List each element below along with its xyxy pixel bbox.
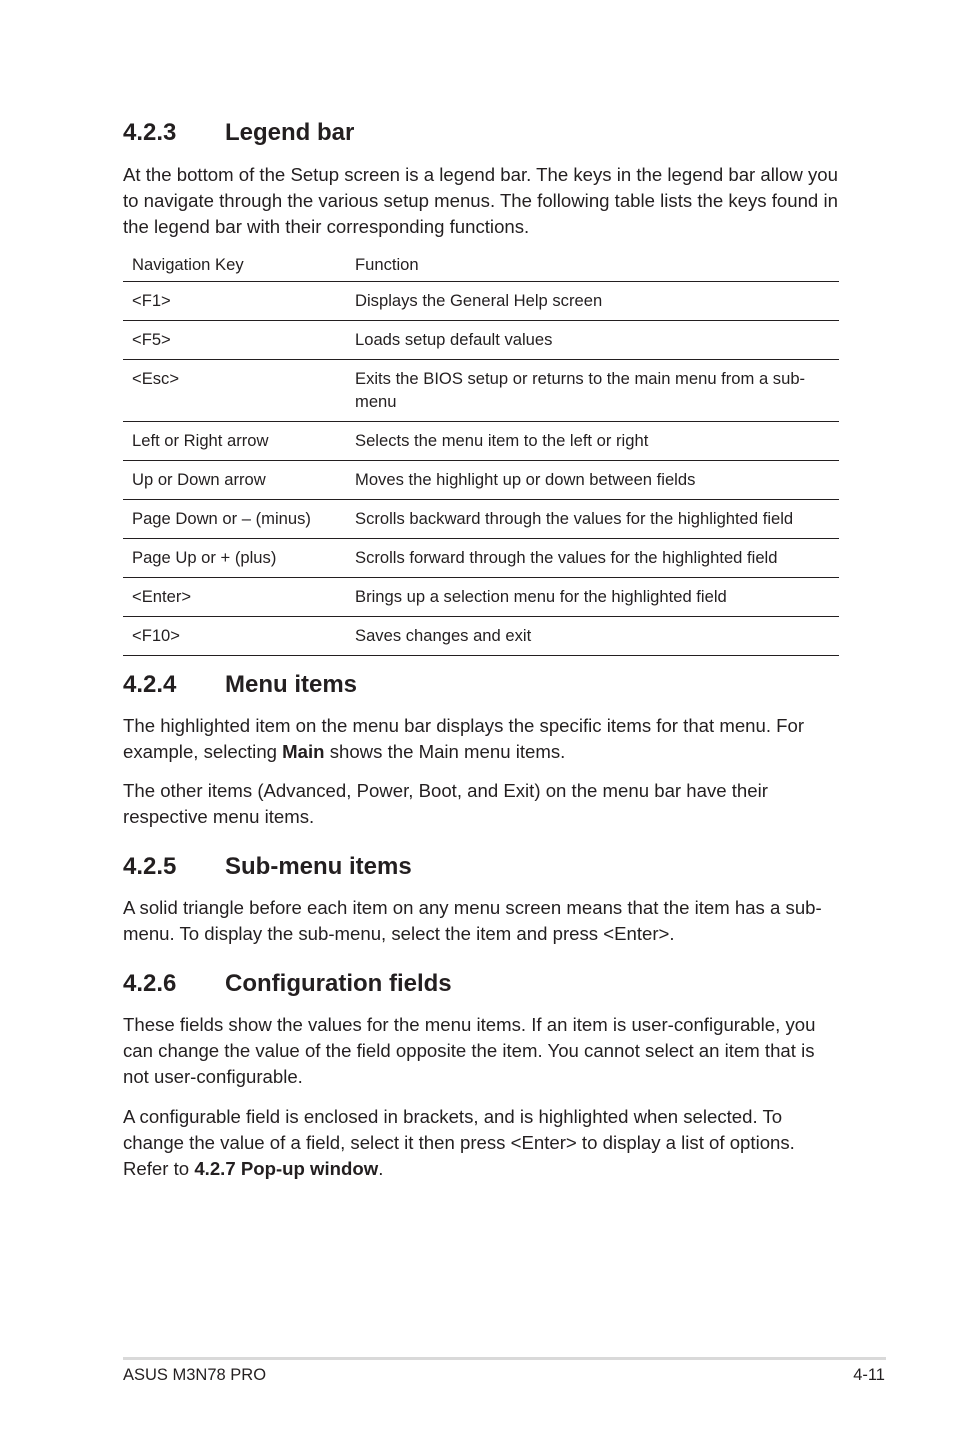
navigation-key-cell: Page Down or – (minus) bbox=[123, 500, 346, 539]
footer-page-number: 4-11 bbox=[853, 1366, 885, 1384]
table-row bbox=[123, 461, 839, 500]
function-cell: Scrolls forward through the values for the highlighted field bbox=[346, 539, 839, 578]
table-row bbox=[123, 282, 839, 321]
function-cell: Loads setup default values bbox=[346, 321, 839, 360]
function-cell: Displays the General Help screen bbox=[346, 282, 839, 321]
section-heading-4-2-3 bbox=[123, 118, 839, 148]
text-run: A configurable field is enclosed in brackets, and is highlighted when selected. To change the value of a field, select it then press <Enter> to display a list of options. Refer to bbox=[123, 1106, 795, 1179]
section-number: 4.2.5 bbox=[123, 853, 177, 880]
navigation-key-cell: <Enter> bbox=[123, 578, 346, 617]
table-row bbox=[123, 321, 839, 360]
menu-items-paragraph-1 bbox=[123, 713, 839, 765]
navigation-key-cell: <F10> bbox=[123, 617, 346, 656]
configuration-paragraph-1: These fields show the values for the menu items. If an item is user-configurable, you can change the value of the field opposite the item. You cannot select an item that is not user-configurable. bbox=[123, 1014, 816, 1087]
navigation-key-cell: Left or Right arrow bbox=[123, 422, 346, 461]
bold-term-main: Main bbox=[282, 741, 325, 762]
header-function: Function bbox=[355, 255, 419, 274]
page-content bbox=[123, 118, 839, 1182]
header-navigation-key: Navigation Key bbox=[132, 255, 244, 274]
navigation-key-cell: <F1> bbox=[123, 282, 346, 321]
footer-divider bbox=[123, 1357, 886, 1360]
menu-items-paragraph-2: The other items (Advanced, Power, Boot, and Exit) on the menu bar have their respective menu items. bbox=[123, 780, 768, 827]
section-heading-4-2-4 bbox=[123, 670, 839, 700]
table-row bbox=[123, 500, 839, 539]
function-cell: Saves changes and exit bbox=[346, 617, 839, 656]
bold-reference-popup-window: 4.2.7 Pop-up window bbox=[194, 1158, 379, 1179]
navigation-key-cell: Page Up or + (plus) bbox=[123, 539, 346, 578]
section-number: 4.2.4 bbox=[123, 671, 177, 698]
text-run: The highlighted item on the menu bar displays the specific items for that menu. For example, selecting bbox=[123, 715, 805, 762]
section-heading-4-2-6 bbox=[123, 969, 839, 999]
table-header-row bbox=[123, 251, 839, 282]
configuration-paragraph-2 bbox=[123, 1104, 839, 1182]
section-title: Configuration fields bbox=[225, 970, 452, 997]
section-title: Sub-menu items bbox=[225, 853, 412, 880]
table-row bbox=[123, 617, 839, 656]
navigation-key-cell: Up or Down arrow bbox=[123, 461, 346, 500]
function-cell: Brings up a selection menu for the highlighted field bbox=[346, 578, 839, 617]
table-row bbox=[123, 360, 839, 422]
table-row bbox=[123, 422, 839, 461]
section-title: Menu items bbox=[225, 671, 358, 698]
footer-product-name: ASUS M3N78 PRO bbox=[123, 1366, 267, 1384]
section-number: 4.2.3 bbox=[123, 119, 177, 146]
legend-bar-paragraph: At the bottom of the Setup screen is a legend bar. The keys in the legend bar allow you to navigate through the various setup menus. The following table lists the keys found in the legend bar with their corresponding functions. bbox=[123, 164, 838, 237]
section-title: Legend bar bbox=[225, 119, 355, 146]
section-heading-4-2-5 bbox=[123, 852, 839, 882]
table-row bbox=[123, 539, 839, 578]
function-cell: Scrolls backward through the values for the highlighted field bbox=[346, 500, 839, 539]
navigation-key-cell: <F5> bbox=[123, 321, 346, 360]
text-run: shows the Main menu items. bbox=[324, 741, 566, 762]
sub-menu-paragraph: A solid triangle before each item on any menu screen means that the item has a sub-menu. To display the sub-menu, select the item and press <Enter>. bbox=[123, 897, 822, 944]
function-cell: Selects the menu item to the left or right bbox=[346, 422, 839, 461]
table-row bbox=[123, 578, 839, 617]
function-cell: Exits the BIOS setup or returns to the main menu from a sub-menu bbox=[346, 360, 839, 422]
legend-keys-table bbox=[123, 251, 839, 656]
function-cell: Moves the highlight up or down between fields bbox=[346, 461, 839, 500]
text-run: . bbox=[378, 1158, 384, 1179]
section-number: 4.2.6 bbox=[123, 970, 177, 997]
navigation-key-cell: <Esc> bbox=[123, 360, 346, 422]
